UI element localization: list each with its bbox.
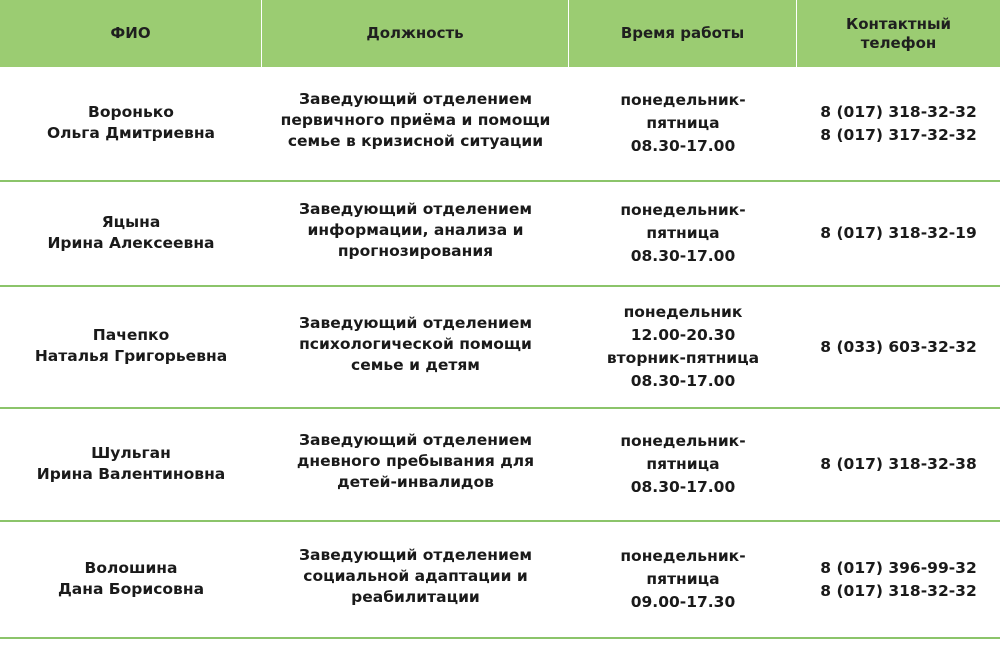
position-line: Заведующий отделением (298, 431, 532, 449)
hours-line: понедельник- (620, 547, 746, 565)
hours-line: 12.00-20.30 (630, 326, 736, 344)
position-line: Заведующий отделением (298, 90, 532, 108)
position-line: Заведующий отделением (298, 313, 532, 332)
employee-given-name: Ирина Валентиновна (36, 464, 226, 483)
hours-line: пятница (646, 455, 720, 473)
employee-given-name: Наталья Григорьевна (34, 347, 228, 365)
hours-line: понедельник- (620, 432, 746, 450)
phone-cell (797, 182, 1000, 285)
phone-cell (797, 409, 1000, 520)
employee-name-cell (0, 67, 262, 180)
position-line: реабилитации (351, 588, 480, 606)
hours-line: 08.30-17.00 (630, 478, 736, 496)
position-cell (262, 67, 569, 180)
phone-cell (797, 522, 1000, 637)
table-row (0, 67, 1000, 182)
position-line: семье и детям (351, 355, 480, 374)
phone-number: 8 (017) 318-32-32 (820, 102, 977, 121)
position-line: дневного пребывания для (296, 452, 535, 470)
hours-line: 09.00-17.30 (630, 593, 736, 611)
table-row (0, 409, 1000, 522)
position-cell (262, 522, 569, 637)
hours-line: понедельник- (620, 91, 746, 109)
employee-name-cell (0, 409, 262, 520)
position-line: информации, анализа и (307, 221, 524, 239)
position-cell (262, 182, 569, 285)
working-hours-cell (569, 522, 797, 637)
hours-line: пятница (646, 570, 720, 588)
working-hours-cell (569, 409, 797, 520)
employee-given-name: Дана Борисовна (57, 579, 205, 598)
phone-cell (797, 67, 1000, 180)
position-line: детей-инвалидов (337, 473, 494, 491)
table-row (0, 182, 1000, 287)
header-hours: Время работы (569, 0, 797, 67)
employee-name-cell (0, 182, 262, 285)
position-cell (262, 287, 569, 407)
employee-surname: Воронько (88, 102, 174, 121)
employee-name-cell (0, 287, 262, 407)
position-line: Заведующий отделением (298, 546, 532, 564)
header-phone (797, 0, 1000, 67)
employee-name-cell (0, 522, 262, 637)
employee-given-name: Ирина Алексеевна (47, 233, 215, 252)
hours-line: 08.30-17.00 (630, 247, 736, 265)
phone-number: 8 (033) 603-32-32 (820, 337, 977, 356)
position-cell (262, 409, 569, 520)
table-header (0, 0, 1000, 67)
working-hours-cell (569, 67, 797, 180)
phone-number: 8 (017) 396-99-32 (820, 558, 977, 577)
position-line: первичного приёма и помощи (280, 111, 551, 129)
employee-surname: Яцына (101, 212, 161, 231)
hours-line: 08.30-17.00 (630, 137, 736, 155)
position-line: психологической помощи (299, 334, 532, 353)
table-row (0, 287, 1000, 409)
hours-line: вторник-пятница (606, 349, 760, 367)
working-hours-cell (569, 182, 797, 285)
working-hours-cell (569, 287, 797, 407)
header-phone-line1: Контактный (845, 14, 952, 33)
phone-cell (797, 287, 1000, 407)
position-line: прогнозирования (337, 242, 494, 260)
position-line: социальной адаптации и (303, 567, 528, 585)
phone-number: 8 (017) 318-32-32 (820, 581, 977, 600)
header-name: ФИО (0, 0, 262, 67)
hours-line: понедельник- (620, 201, 746, 219)
phone-number: 8 (017) 318-32-19 (820, 224, 977, 242)
hours-line: пятница (646, 224, 720, 242)
employee-surname: Волошина (84, 558, 178, 577)
employee-surname: Пачепко (92, 326, 170, 344)
table-row (0, 522, 1000, 639)
phone-number: 8 (017) 317-32-32 (820, 125, 977, 144)
hours-line: пятница (646, 114, 720, 132)
phone-number: 8 (017) 318-32-38 (820, 455, 977, 473)
position-line: Заведующий отделением (298, 200, 532, 218)
employee-surname: Шульган (91, 443, 171, 462)
position-line: семье в кризисной ситуации (287, 132, 544, 150)
hours-line: понедельник (623, 303, 743, 321)
header-position: Должность (262, 0, 569, 67)
employee-given-name: Ольга Дмитриевна (46, 123, 216, 142)
hours-line: 08.30-17.00 (630, 372, 736, 390)
header-phone-line2: телефон (860, 33, 937, 52)
